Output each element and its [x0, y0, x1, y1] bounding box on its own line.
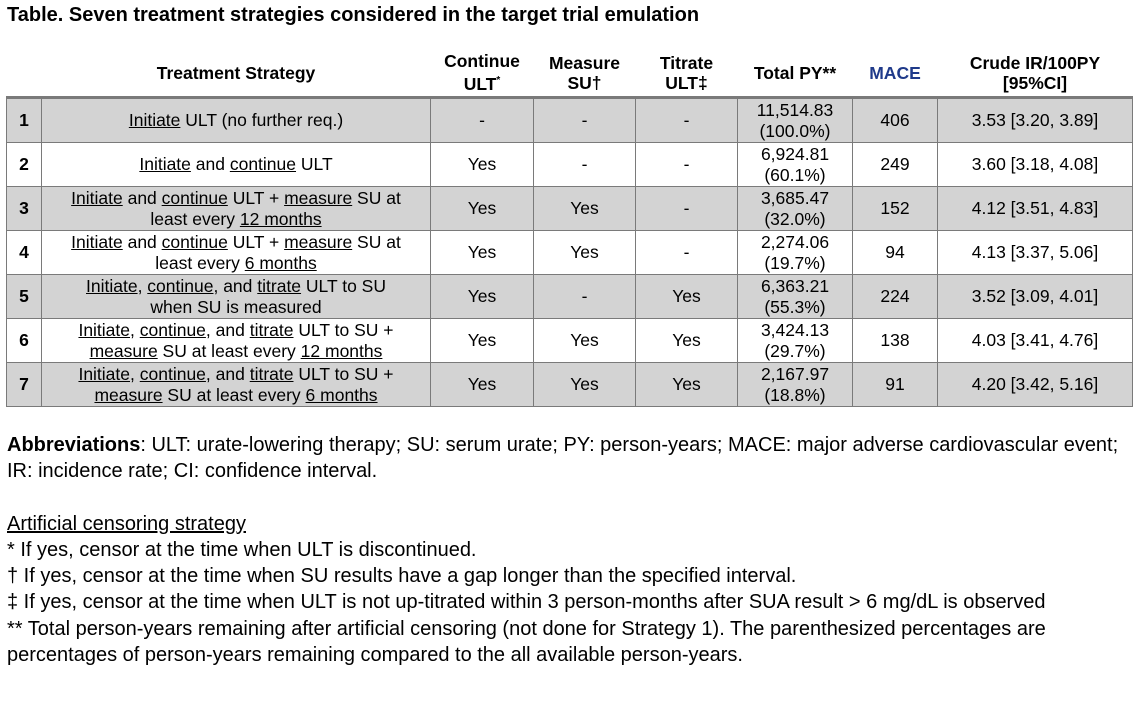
censoring-heading: Artificial censoring strategy	[7, 512, 246, 535]
table-row	[7, 275, 1133, 319]
mace-cell: 91	[853, 363, 938, 407]
strategy-number: 1	[7, 98, 42, 143]
strategy-number: 2	[7, 143, 42, 187]
crude-ir-cell: 3.60 [3.18, 4.08]	[938, 143, 1133, 187]
strategy-number: 3	[7, 187, 42, 231]
mace-cell: 224	[853, 275, 938, 319]
continue-ult-cell: Yes	[431, 143, 534, 187]
strategy-description: Initiate, continue, and titrate ULT to SU + measure SU at least every 12 months	[42, 319, 431, 363]
continue-ult-cell: Yes	[431, 231, 534, 275]
header-continue-ult: Continue ULT*	[431, 49, 534, 98]
total-py-cell: 6,924.81 (60.1%)	[738, 143, 853, 187]
header-strategy: Treatment Strategy	[42, 49, 431, 98]
table-row	[7, 98, 1133, 143]
titrate-ult-cell: Yes	[636, 363, 738, 407]
strategies-table	[6, 49, 1133, 407]
footnote-measure: † If yes, censor at the time when SU results have a gap longer than the specified interval.	[7, 565, 797, 588]
mace-cell: 406	[853, 98, 938, 143]
crude-ir-cell: 4.13 [3.37, 5.06]	[938, 231, 1133, 275]
total-py-cell: 2,167.97 (18.8%)	[738, 363, 853, 407]
titrate-ult-cell: -	[636, 231, 738, 275]
crude-ir-cell: 3.52 [3.09, 4.01]	[938, 275, 1133, 319]
header-crude-ir: Crude IR/100PY [95%CI]	[938, 49, 1133, 98]
strategy-description: Initiate, continue, and titrate ULT to SU + measure SU at least every 6 months	[42, 363, 431, 407]
header-measure-su: Measure SU†	[534, 49, 636, 98]
measure-su-cell: -	[534, 275, 636, 319]
measure-su-cell: Yes	[534, 187, 636, 231]
titrate-ult-cell: Yes	[636, 275, 738, 319]
total-py-cell: 3,685.47 (32.0%)	[738, 187, 853, 231]
table-row	[7, 187, 1133, 231]
mace-cell: 249	[853, 143, 938, 187]
crude-ir-cell: 3.53 [3.20, 3.89]	[938, 98, 1133, 143]
header-mace: MACE	[853, 49, 938, 98]
abbreviations: Abbreviations: ULT: urate-lowering therapy; SU: serum urate; PY: person-years; MACE: major adverse cardiovascular event; IR: incidence rate; CI: confidence interval.	[7, 434, 1119, 483]
total-py-cell: 2,274.06 (19.7%)	[738, 231, 853, 275]
crude-ir-cell: 4.20 [3.42, 5.16]	[938, 363, 1133, 407]
continue-ult-cell: Yes	[431, 363, 534, 407]
strategy-number: 4	[7, 231, 42, 275]
strategy-number: 6	[7, 319, 42, 363]
continue-ult-cell: -	[431, 98, 534, 143]
measure-su-cell: -	[534, 143, 636, 187]
continue-ult-cell: Yes	[431, 275, 534, 319]
strategy-description: Initiate ULT (no further req.)	[42, 98, 431, 143]
header-total-py: Total PY**	[738, 49, 853, 98]
titrate-ult-cell: -	[636, 187, 738, 231]
total-py-cell: 3,424.13 (29.7%)	[738, 319, 853, 363]
table-row	[7, 363, 1133, 407]
footnote-total-py: ** Total person-years remaining after artificial censoring (not done for Strategy 1). The parenthesized percentages are percentages of person-years remaining compared to the all available person-years.	[7, 617, 1046, 667]
mace-cell: 152	[853, 187, 938, 231]
table-row	[7, 231, 1133, 275]
total-py-cell: 6,363.21 (55.3%)	[738, 275, 853, 319]
measure-su-cell: Yes	[534, 231, 636, 275]
strategy-description: Initiate and continue ULT + measure SU at least every 6 months	[42, 231, 431, 275]
footnotes	[7, 432, 1127, 668]
strategy-description: Initiate and continue ULT	[42, 143, 431, 187]
footnote-continue: * If yes, censor at the time when ULT is discontinued.	[7, 538, 477, 561]
mace-cell: 94	[853, 231, 938, 275]
table-row	[7, 319, 1133, 363]
strategy-description: Initiate and continue ULT + measure SU at least every 12 months	[42, 187, 431, 231]
header-number	[7, 49, 42, 98]
strategy-description: Initiate, continue, and titrate ULT to SU when SU is measured	[42, 275, 431, 319]
footnote-titrate: ‡ If yes, censor at the time when ULT is not up-titrated within 3 person-months after SUA result > 6 mg/dL is observed	[7, 591, 1046, 614]
measure-su-cell: Yes	[534, 363, 636, 407]
measure-su-cell: Yes	[534, 319, 636, 363]
titrate-ult-cell: Yes	[636, 319, 738, 363]
titrate-ult-cell: -	[636, 98, 738, 143]
mace-cell: 138	[853, 319, 938, 363]
titrate-ult-cell: -	[636, 143, 738, 187]
continue-ult-cell: Yes	[431, 187, 534, 231]
crude-ir-cell: 4.03 [3.41, 4.76]	[938, 319, 1133, 363]
table-row	[7, 143, 1133, 187]
crude-ir-cell: 4.12 [3.51, 4.83]	[938, 187, 1133, 231]
strategy-number: 5	[7, 275, 42, 319]
strategy-number: 7	[7, 363, 42, 407]
table-title: Table. Seven treatment strategies considered in the target trial emulation	[7, 4, 700, 26]
total-py-cell: 11,514.83 (100.0%)	[738, 98, 853, 143]
measure-su-cell: -	[534, 98, 636, 143]
continue-ult-cell: Yes	[431, 319, 534, 363]
header-row	[7, 49, 1133, 98]
header-titrate-ult: Titrate ULT‡	[636, 49, 738, 98]
